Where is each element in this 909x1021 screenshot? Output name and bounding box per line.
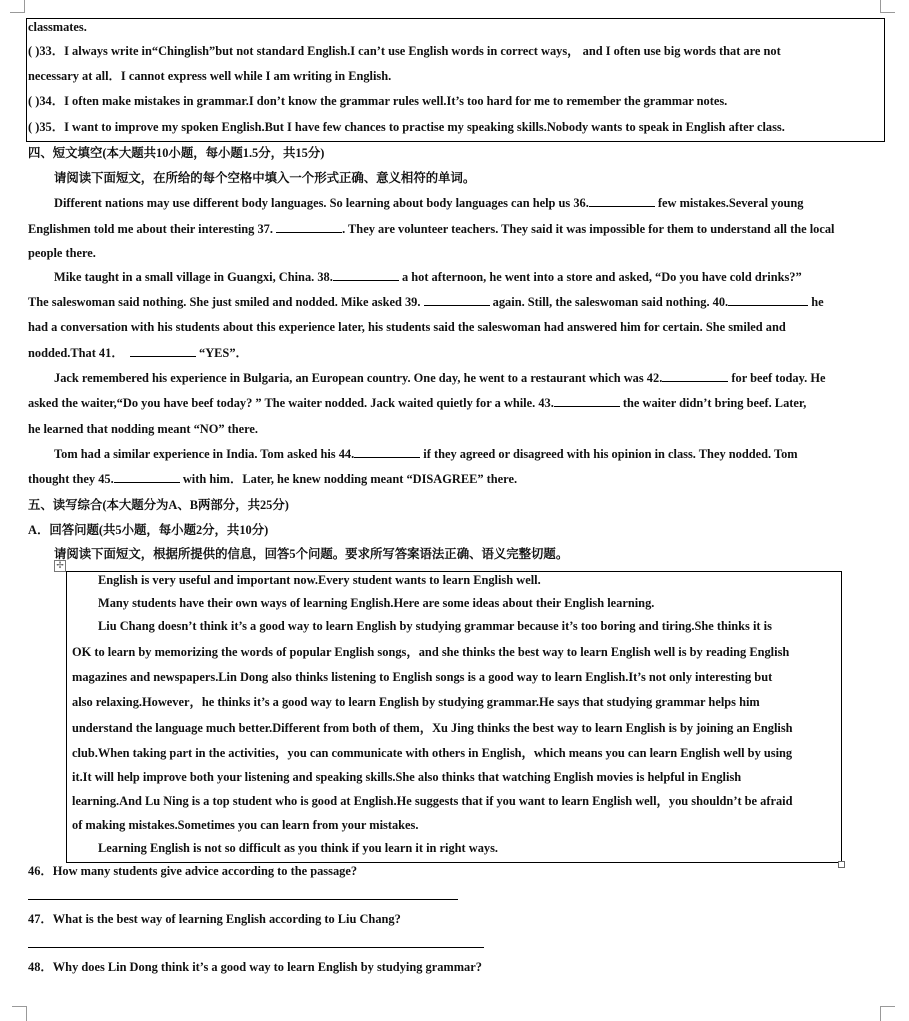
passage-line: understand the language much better.Different from both of them，Xu Jing thinks the best way to learn English is by joining an English <box>72 721 793 735</box>
blank-44[interactable] <box>354 457 420 458</box>
text-run: Englishmen told me about their interesting 37. <box>28 222 277 236</box>
text-run: for beef today. He <box>728 371 826 385</box>
blank-43[interactable] <box>554 406 620 407</box>
blank-42[interactable] <box>662 381 728 382</box>
text-run: he <box>808 295 824 309</box>
text-run: . They are volunteer teachers. They said it was impossible for them to understand all the local <box>342 222 835 236</box>
question-33-cont: necessary at all．I cannot express well while I am writing in English. <box>28 69 392 83</box>
text-run: Jack remembered his experience in Bulgaria, an European country. One day, he went to a restaurant which was 42. <box>54 371 663 385</box>
section-4-instruction: 请阅读下面短文，在所给的每个空格中填入一个形式正确、意义相符的单词。 <box>54 171 476 185</box>
paragraph-line <box>28 471 879 487</box>
answer-line-47[interactable] <box>28 947 484 948</box>
section-4-heading: 四、短文填空(本大题共10小题，每小题1.5分，共15分) <box>28 146 325 160</box>
paragraph-line <box>54 195 879 211</box>
question-34: ( )34．I often make mistakes in grammar.I don’t know the grammar rules well.It’s too hard for me to remember the grammar notes. <box>28 94 728 108</box>
passage-line: learning.And Lu Ning is a top student who is good at English.He suggests that if you want to learn English well，you shouldn’t be afraid <box>72 794 793 808</box>
answer-line-46[interactable] <box>28 899 458 900</box>
blank-36[interactable] <box>589 206 655 207</box>
paragraph-line: had a conversation with his students about this experience later, his students said the saleswoman had answered him for certain. She smiled and <box>28 320 786 334</box>
passage-line: of making mistakes.Sometimes you can learn from your mistakes. <box>72 818 419 832</box>
text-run: with him．Later, he knew nodding meant “DISAGREE” there. <box>179 472 518 486</box>
text-line: classmates. <box>28 20 87 34</box>
passage-line: English is very useful and important now.Every student wants to learn English well. <box>98 573 541 587</box>
passage-line: Learning English is not so difficult as you think if you learn it in right ways. <box>98 841 499 855</box>
crop-mark-bottom-right <box>880 1006 895 1021</box>
blank-45[interactable] <box>114 482 180 483</box>
crop-mark-top-left <box>10 0 25 13</box>
text-run: Mike taught in a small village in Guangxi, China. 38. <box>54 270 333 284</box>
paragraph-line <box>54 446 879 462</box>
passage-line: magazines and newspapers.Lin Dong also thinks listening to English songs is a good way to learn English.It’s not only interesting but <box>72 670 773 684</box>
section-5a-instruction: 请阅读下面短文，根据所提供的信息，回答5个问题。要求所写答案语法正确、语义完整切题。 <box>54 547 569 561</box>
text-run: thought they 45. <box>28 472 114 486</box>
blank-39[interactable] <box>424 305 490 306</box>
paragraph-line <box>28 294 879 310</box>
text-run: if they agreed or disagreed with his opinion in class. They nodded. Tom <box>420 447 798 461</box>
move-handle-icon[interactable]: ✢ <box>54 560 66 572</box>
text-run: the waiter didn’t bring beef. Later, <box>619 396 807 410</box>
passage-line: club.When taking part in the activities，you can communicate with others in English，which means you can learn English well by using <box>72 746 793 760</box>
crop-mark-bottom-left <box>12 1006 27 1021</box>
passage-line: also relaxing.However，he thinks it’s a good way to learn English by studying grammar.He says that studying grammar helps him <box>72 695 760 709</box>
text-run: again. Still, the saleswoman said nothing. 40. <box>489 295 729 309</box>
blank-41[interactable] <box>130 356 196 357</box>
text-run: The saleswoman said nothing. She just smiled and nodded. Mike asked 39. <box>28 295 424 309</box>
paragraph-line: he learned that nodding meant “NO” there. <box>28 422 259 436</box>
crop-mark-top-right <box>880 0 895 13</box>
paragraph-line: people there. <box>28 246 96 260</box>
question-46: 46．How many students give advice according to the passage? <box>28 864 358 878</box>
blank-40[interactable] <box>728 305 808 306</box>
question-33-text: ( )33．I always write in“Chinglish”but not standard English.I can’t use English words in correct ways， and I often use big words that are not <box>28 44 781 58</box>
question-35: ( )35．I want to improve my spoken English.But I have few chances to practise my speaking skills.Nobody wants to speak in English after class. <box>28 120 785 134</box>
question-47: 47．What is the best way of learning English according to Liu Chang? <box>28 912 401 926</box>
blank-38[interactable] <box>333 280 399 281</box>
paragraph-line <box>54 370 879 386</box>
text-run: a hot afternoon, he went into a store and asked, “Do you have cold drinks?” <box>398 270 802 284</box>
paragraph-line <box>28 345 879 361</box>
passage-line: it.It will help improve both your listening and speaking skills.She also thinks that watching English movies is helpful in English <box>72 770 742 784</box>
paragraph-line <box>54 269 879 285</box>
text-run: Different nations may use different body languages. So learning about body languages can help us 36. <box>54 196 589 210</box>
paragraph-line <box>28 221 879 237</box>
passage-line: Liu Chang doesn’t think it’s a good way to learn English by studying grammar because it’s too boring and tiring.She thinks it is <box>98 619 772 633</box>
blank-37[interactable] <box>276 232 342 233</box>
passage-line: Many students have their own ways of learning English.Here are some ideas about their English learning. <box>98 596 655 610</box>
text-run: “YES”． <box>195 346 248 360</box>
text-run: Tom had a similar experience in India. Tom asked his 44. <box>54 447 355 461</box>
text-run: asked the waiter,“Do you have beef today? ” The waiter nodded. Jack waited quietly for a while. 43. <box>28 396 554 410</box>
question-48: 48．Why does Lin Dong think it’s a good way to learn English by studying grammar? <box>28 960 482 974</box>
section-5a-heading: A．回答问题(共5小题，每小题2分，共10分) <box>28 523 269 537</box>
paragraph-line <box>28 395 879 411</box>
text-run: few mistakes.Several young <box>654 196 804 210</box>
section-5-heading: 五、读写综合(本大题分为A、B两部分，共25分) <box>28 498 289 512</box>
passage-line: OK to learn by memorizing the words of popular English songs，and she thinks the best way to learn English well is by reading English <box>72 645 790 659</box>
text-run: nodded.That 41． <box>28 346 124 360</box>
question-33 <box>28 43 879 59</box>
